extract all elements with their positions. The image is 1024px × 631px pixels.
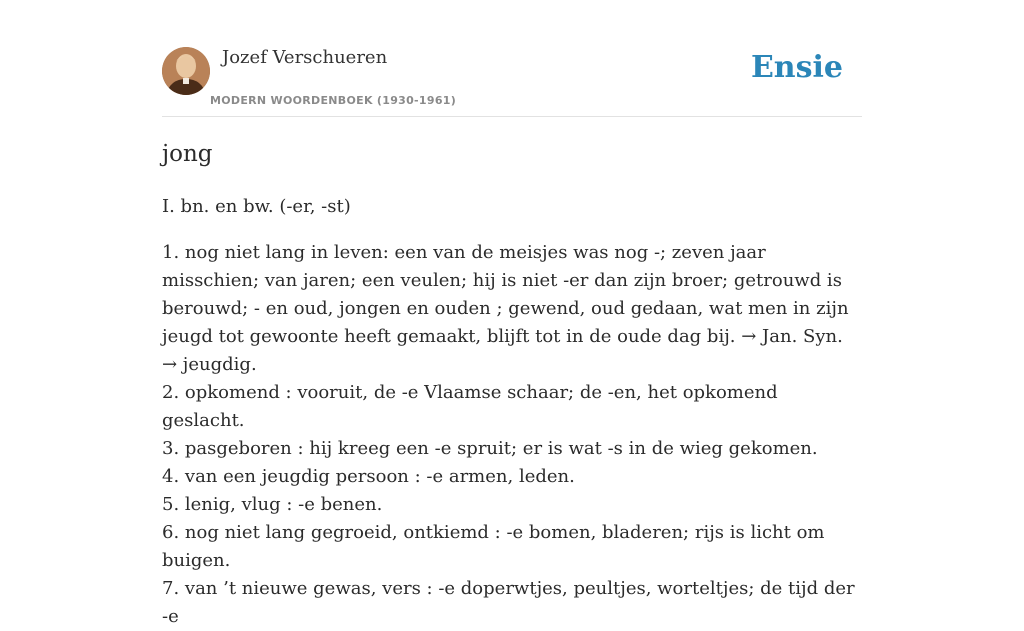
page-container xyxy=(162,0,862,627)
author-name[interactable]: Jozef Verschueren xyxy=(222,47,388,68)
definition-item: 3. pasgeboren : hij kreeg een -e spruit; er is wat -s in de wieg gekomen. xyxy=(162,438,818,459)
definition-item: 2. opkomend : vooruit, de -e Vlaamse schaar; de -en, het opkomend geslacht. xyxy=(162,382,778,431)
brand-logo[interactable]: Ensie xyxy=(750,50,843,85)
author-avatar[interactable] xyxy=(162,47,210,95)
definition-item: 4. van een jeugdig persoon : -e armen, leden. xyxy=(162,466,575,487)
portrait-icon xyxy=(162,47,210,95)
source-label[interactable]: MODERN WOORDENBOEK (1930-1961) xyxy=(210,94,457,107)
entry-grammar: I. bn. en bw. (-er, -st) xyxy=(162,196,351,217)
definition-item: 5. lenig, vlug : -e benen. xyxy=(162,494,383,515)
entry-header xyxy=(162,0,862,117)
definition-item: 1. nog niet lang in leven: een van de meisjes was nog -; zeven jaar misschien; van jaren; een veulen; hij is niet -er dan zijn broer; getrouwd is berouwd; - en oud, jongen en ouden ; gewend, oud gedaan, wat men in zijn jeugd tot gewoonte heeft gemaakt, blijft tot in de oude dag bij. → Jan. Syn. → jeugdig. xyxy=(162,242,849,375)
definitions-list xyxy=(162,239,862,631)
definition-item: 7. van ’t nieuwe gewas, vers : -e doperwtjes, peultjes, worteltjes; de tijd der -e xyxy=(162,578,855,627)
definition-item: 6. nog niet lang gegroeid, ontkiemd : -e bomen, bladeren; rijs is licht om buigen. xyxy=(162,522,825,571)
entry-title: jong xyxy=(162,141,213,167)
